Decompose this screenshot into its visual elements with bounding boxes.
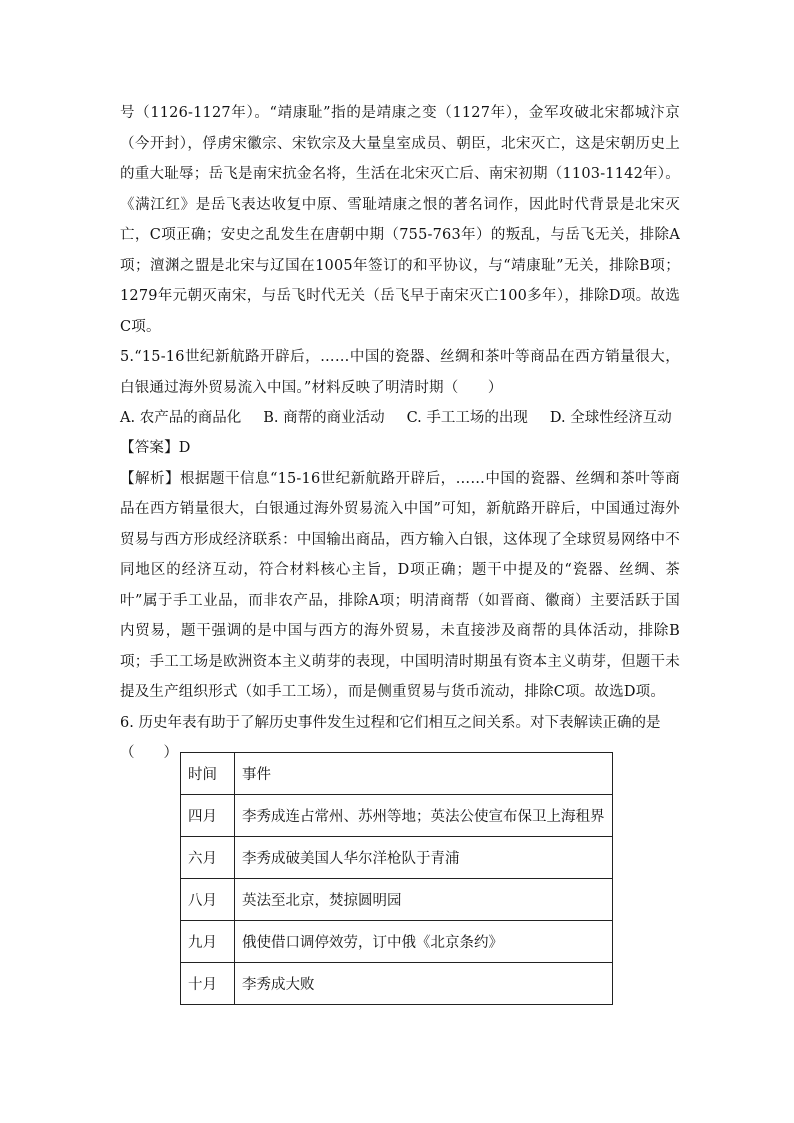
question-5-option-c: C. 手工工场的出现 [406, 410, 528, 426]
table-header-row [181, 753, 613, 795]
table-row [181, 795, 613, 837]
question-5-option-d: D. 全球性经济互动 [549, 410, 672, 426]
previous-question-explanation: 号（1126-1127年）。“靖康耻”指的是靖康之变（1127年），金军攻破北宋都城汴京（今开封），俘虏宋徽宗、宋钦宗及大量皇室成员、朝臣，北宋灭亡，这是宋朝历史上的重大耻辱；岳飞是南宋抗金名将，生活在北宋灭亡后、南宋初期（1103-1142年）。《满江红》是岳飞表达收复中原、雪耻靖康之恨的著名词作，因此时代背景是北宋灭亡，C项正确；安史之乱发生在唐朝中期（755-763年）的叛乱，与岳飞无关，排除A项；澶渊之盟是北宋与辽国在1005年签订的和平协议，与“靖康耻”无关，排除B项；1279年元朝灭南宋，与岳飞时代无关（岳飞早于南宋灭亡100多年），排除D项。故选C项。 [120, 105, 680, 335]
table-cell-time: 四月 [181, 795, 235, 837]
table-cell-time: 九月 [181, 921, 235, 963]
question-6-stem: 6. 历史年表有助于了解历史事件发生过程和它们相互之间关系。对下表解读正确的是（ ） [120, 714, 661, 761]
table-cell-event: 李秀成连占常州、苏州等地；英法公使宣布保卫上海租界 [235, 795, 613, 837]
table-cell-event: 李秀成大败 [235, 963, 613, 1005]
table-cell-time: 八月 [181, 879, 235, 921]
table-row [181, 879, 613, 921]
history-chronology-table [180, 752, 613, 1005]
question-5-option-a: A. 农产品的商品化 [120, 410, 242, 426]
table-cell-time: 十月 [181, 963, 235, 1005]
question-5-stem: 5.“15-16世纪新航路开辟后，……中国的瓷器、丝绸和茶叶等商品在西方销量很大，白银通过海外贸易流入中国。”材料反映了明清时期（ ） [120, 349, 680, 396]
question-5-option-b: B. 商帮的商业活动 [263, 410, 385, 426]
document-body [120, 98, 680, 769]
table-row [181, 837, 613, 879]
table-row [181, 963, 613, 1005]
table-cell-time: 六月 [181, 837, 235, 879]
table-cell-event: 俄使借口调停效劳，订中俄《北京条约》 [235, 921, 613, 963]
question-5-analysis: 【解析】根据题干信息“15-16世纪新航路开辟后，……中国的瓷器、丝绸和茶叶等商品在西方销量很大，白银通过海外贸易流入中国”可知，新航路开辟后，中国通过海外贸易与西方形成经济联系：中国输出商品，西方输入白银，这体现了全球贸易网络中不同地区的经济互动，符合材料核心主旨，D项正确；题干中提及的“瓷器、丝绸、茶叶”属于手工业品，而非农产品，排除A项；明清商帮（如晋商、徽商）主要活跃于国内贸易，题干强调的是中国与西方的海外贸易，未直接涉及商帮的具体活动，排除B项；手工工场是欧洲资本主义萌芽的表现，中国明清时期虽有资本主义萌芽，但题干未提及生产组织形式（如手工工场），而是侧重贸易与货币流动，排除C项。故选D项。 [120, 470, 680, 700]
table-row [181, 921, 613, 963]
question-5-answer: 【答案】D [120, 440, 191, 456]
table-header-time: 时间 [181, 753, 235, 795]
table-cell-event: 李秀成破美国人华尔洋枪队于青浦 [235, 837, 613, 879]
table-cell-event: 英法至北京，焚掠圆明园 [235, 879, 613, 921]
table-header-event: 事件 [235, 753, 613, 795]
question-5-options [120, 403, 680, 433]
